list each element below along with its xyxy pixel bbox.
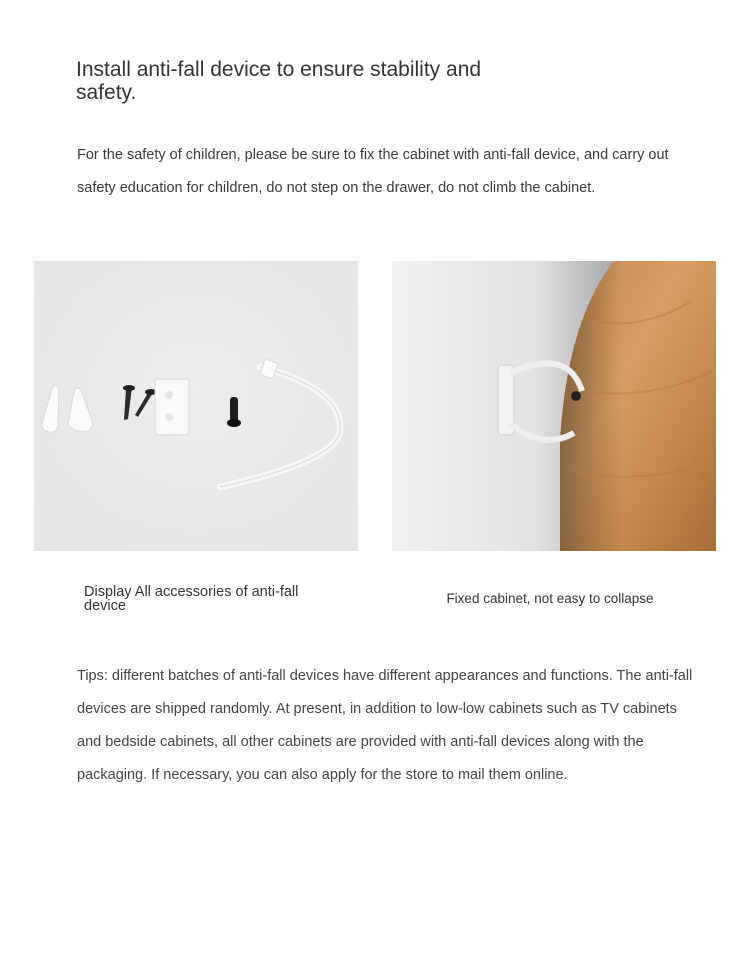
accessories-caption: Display All accessories of anti-fall device — [84, 584, 299, 614]
fixed-cabinet-caption: Fixed cabinet, not easy to collapse — [446, 591, 654, 606]
tips-text: Tips: different batches of anti-fall devices have different appearances and functions. The anti-fall devices are shipped randomly. At present, in addition to low-low cabinets such as TV cabinets and bedside cabinets, all other cabinets are provided with anti-fall devices along with the packaging. If necessary, you can also apply for the store to mail them online. — [77, 668, 693, 783]
accessories-photo — [34, 261, 358, 551]
page-heading: Install anti-fall device to ensure stability and safety. — [76, 58, 482, 104]
bracket-icon — [155, 379, 189, 435]
safety-intro-text: For the safety of children, please be sure to fix the cabinet with anti-fall device, and carry out safety education for children, do not step on the drawer, do not climb the cabinet. — [77, 147, 669, 196]
fixed-cabinet-photo — [392, 261, 716, 551]
